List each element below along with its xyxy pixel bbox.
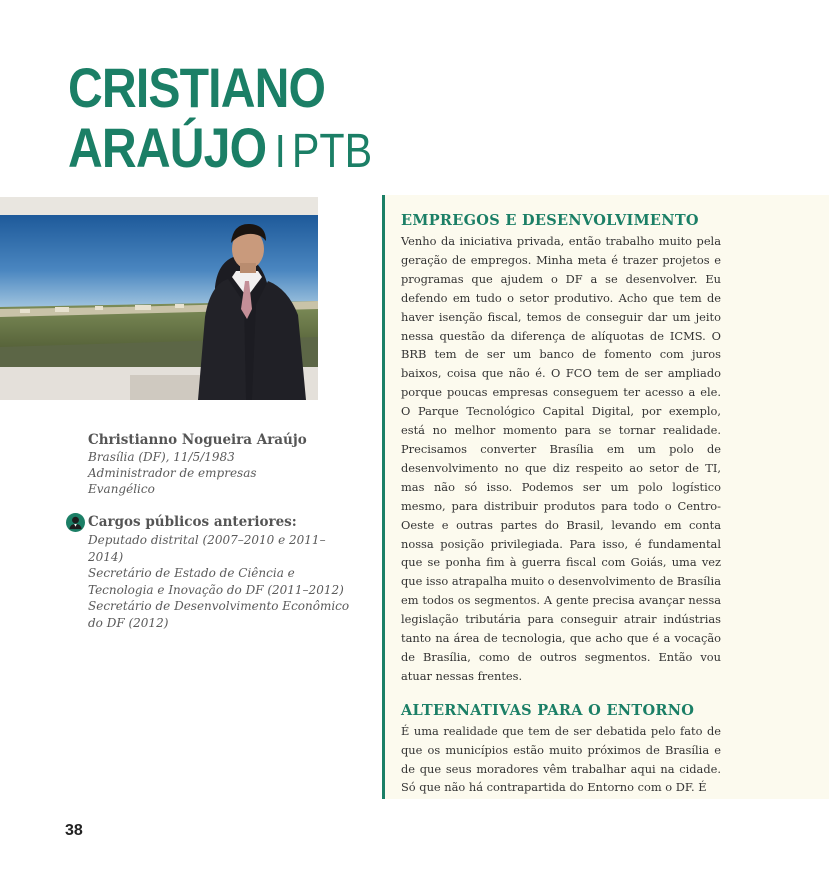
- title-surname: ARAÚJO: [68, 116, 267, 179]
- candidate-photo: [0, 197, 318, 400]
- candidate-birth: Brasília (DF), 11/5/1983: [88, 450, 235, 464]
- page-title: [68, 58, 372, 182]
- section-heading-employment: EMPREGOS E DESENVOLVIMENTO: [401, 212, 699, 229]
- candidate-full-name: Christianno Nogueira Araújo: [88, 432, 307, 448]
- title-separator: I: [274, 125, 285, 177]
- party-label: PTB: [291, 125, 373, 178]
- previous-positions: [66, 513, 356, 631]
- candidate-photo-image: [0, 197, 318, 400]
- section-body-employment: Venho da iniciativa privada, então trabalho muito pela geração de empregos. Minha meta é trazer projetos e programas que ajudem o DF a se desenvolver. Eu defendo em tudo o setor produtivo. Acho que tem de haver isenção fiscal, temos de conseguir dar um jeito nessa questão da diferença de alíquotas de ICMS. O BRB tem de ser um banco de fomento com juros baixos, coisa que não é. O FCO tem de ser ampliado porque poucas empresas conseguem ter acesso a ele. O Parque Tecnológico Capital Digital, por exemplo, está no melhor momento para se tornar realidade. Precisamos converter Brasília em um polo de desenvolvimento no que diz respeito ao setor de TI, mas não só isso. Podemos ser um polo logístico mesmo, para distribuir produtos para todo o Centro-Oeste e outras partes do Brasil, levando em conta nossa posição privilegiada. Para isso, é fundamental que se ponha fim à guerra fiscal com Goiás, uma vez que isso atrapalha muito o desenvolvimento de Brasília em todos os segmentos. A gente precisa avançar nessa legislação tributária para conseguir atrair indústrias tanto na área de tecnologia, que acho que é a vocação de Brasília, como de outros segmentos. Então vou atuar nessas frentes.: [401, 234, 721, 683]
- section-body-entorno: É uma realidade que tem de ser debatida pelo fato de que os municípios estão muito próximos de Brasília e de que seus moradores vêm trabalhar aqui na cidade. Só que não há contrapartida do Entorno com o DF. É: [401, 723, 721, 795]
- list-item: Secretário de Estado de Ciência e Tecnologia e Inovação do DF (2011–2012): [88, 566, 344, 597]
- previous-positions-list: [66, 532, 356, 631]
- title-line-1: CRISTIANO: [68, 56, 326, 119]
- proposals-content: [401, 210, 721, 797]
- candidate-religion: Evangélico: [88, 482, 155, 496]
- candidate-profession: Administrador de empresas: [88, 466, 257, 480]
- candidate-bio: [88, 432, 358, 497]
- previous-positions-header: [66, 513, 356, 532]
- person-silhouette-icon: [66, 513, 85, 532]
- section-heading-entorno: ALTERNATIVAS PARA O ENTORNO: [401, 701, 695, 719]
- title-line-2: [68, 118, 372, 182]
- previous-positions-heading: Cargos públicos anteriores:: [88, 514, 297, 531]
- list-item: Deputado distrital (2007–2010 e 2011–2014): [88, 533, 326, 564]
- page-number: 38: [65, 822, 83, 839]
- list-item: Secretário de Desenvolvimento Econômico do DF (2012): [88, 599, 350, 630]
